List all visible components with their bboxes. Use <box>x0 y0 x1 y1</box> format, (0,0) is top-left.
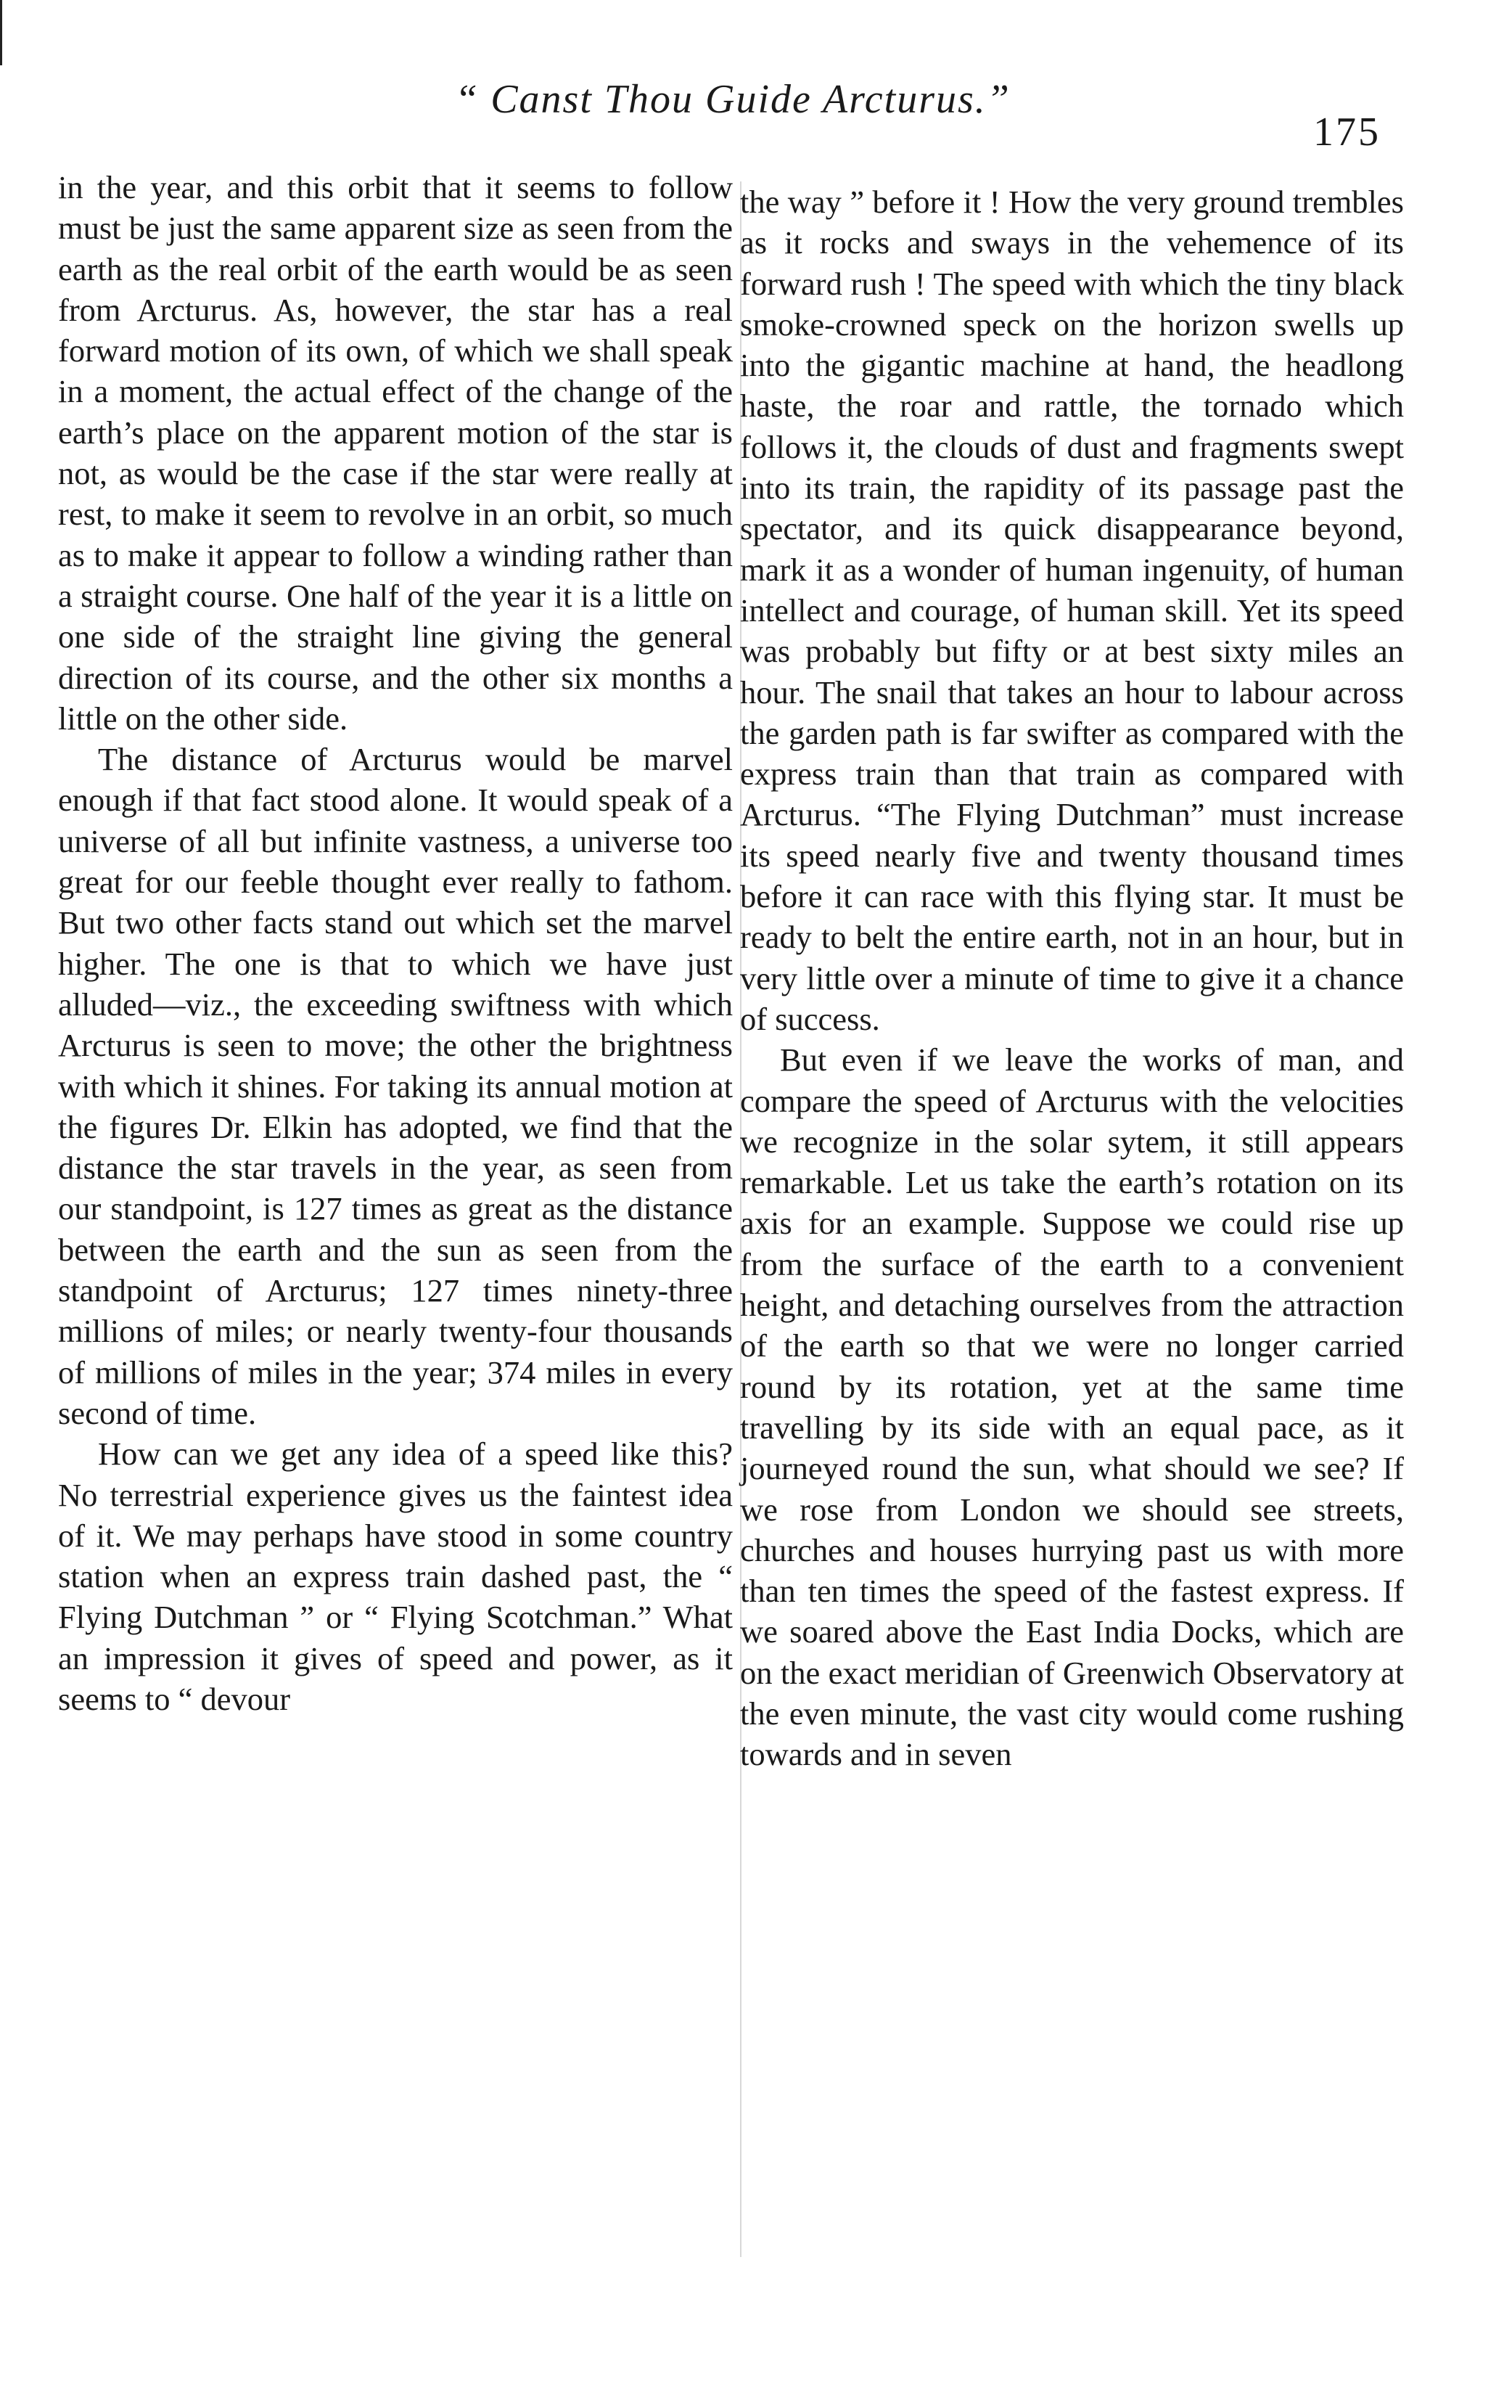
binding-edge-mark <box>0 0 2 65</box>
left-paragraph-3: How can we get any idea of a speed like this? No terrestrial experience gives us the faintest idea of it. We may perhaps have stood in some country station when an express train dashed past, the “ Flying Dutchman ” or “ Flying Scotchman.” What an impression it gives of speed and power, as it seems to “ devour <box>58 1436 733 1717</box>
right-column <box>740 181 1404 1775</box>
left-paragraph-1: in the year, and this orbit that it seems to follow must be just the same apparent size as seen from the earth as the real orbit of the earth would be as seen from Arcturus. As, however, the star has a real forward motion of its own, of which we shall speak in a moment, the actual effect of the change of the earth’s place on the apparent motion of the star is not, as would be the case if the star were really at rest, to make it seem to revolve in an orbit, so much as to make it appear to follow a winding rather than a straight course. One half of the year it is a little on one side of the straight line giving the general direction of its course, and the other six months a little on the other side. <box>58 169 733 737</box>
left-paragraph-2: The distance of Arcturus would be marvel enough if that fact stood alone. It would speak of a universe of all but infinite vastness, a universe too great for our feeble thought ever really to fathom. But two other facts stand out which set the marvel higher. The one is that to which we have just alluded—viz., the exceeding swiftness with which Arcturus is seen to move; the other the brightness with which it shines. For taking its annual motion at the figures Dr. Elkin has adopted, we find that the distance the star travels in the year, as seen from our standpoint, is 127 times as great as the distance between the earth and the sun as seen from the standpoint of Arcturus; 127 times ninety-three millions of miles; or nearly twenty-four thousands of millions of miles in the year; 374 miles in every second of time. <box>58 741 733 1431</box>
running-title: “ Canst Thou Guide Arcturus.” <box>455 77 1011 122</box>
page-number: 175 <box>1313 110 1381 155</box>
right-paragraph-2: But even if we leave the works of man, and compare the speed of Arcturus with the velocities we recognize in the solar sytem, it still appears remarkable. Let us take the earth’s rotation on its axis for an example. Suppose we could rise up from the surface of the earth to a convenient height, and detaching ourselves from the attraction of the earth so that we were no longer carried round by its rotation, yet at the same time travelling by its side with an equal pace, as it journeyed round the sun, what should we see? If we rose from London we should see streets, churches and houses hurrying past us with more than ten times the speed of the fastest express. If we soared above the East India Docks, which are on the exact meridian of Greenwich Observatory at the even minute, the vast city would come rushing towards and in seven <box>740 1041 1404 1773</box>
right-paragraph-1: the way ” before it ! How the very ground trembles as it rocks and sways in the vehemence of its forward rush ! The speed with which the tiny black smoke-crowned speck on the horizon swells up into the gigantic machine at hand, the headlong haste, the roar and rattle, the tornado which follows it, the clouds of dust and fragments swept into its train, the rapidity of its passage past the spectator, and its quick disappearance beyond, mark it as a wonder of human ingenuity, of human intellect and courage, of human skill. Yet its speed was probably but fifty or at best sixty miles an hour. The snail that takes an hour to labour across the garden path is far swifter as compared with the express train than that train as compared with Arcturus. “The Flying Dutchman” must increase its speed nearly five and twenty thousand times before it can race with this flying star. It must be ready to belt the entire earth, not in an hour, but in very little over a minute of time to give it a chance of success. <box>740 184 1404 1037</box>
left-column <box>58 167 733 1719</box>
